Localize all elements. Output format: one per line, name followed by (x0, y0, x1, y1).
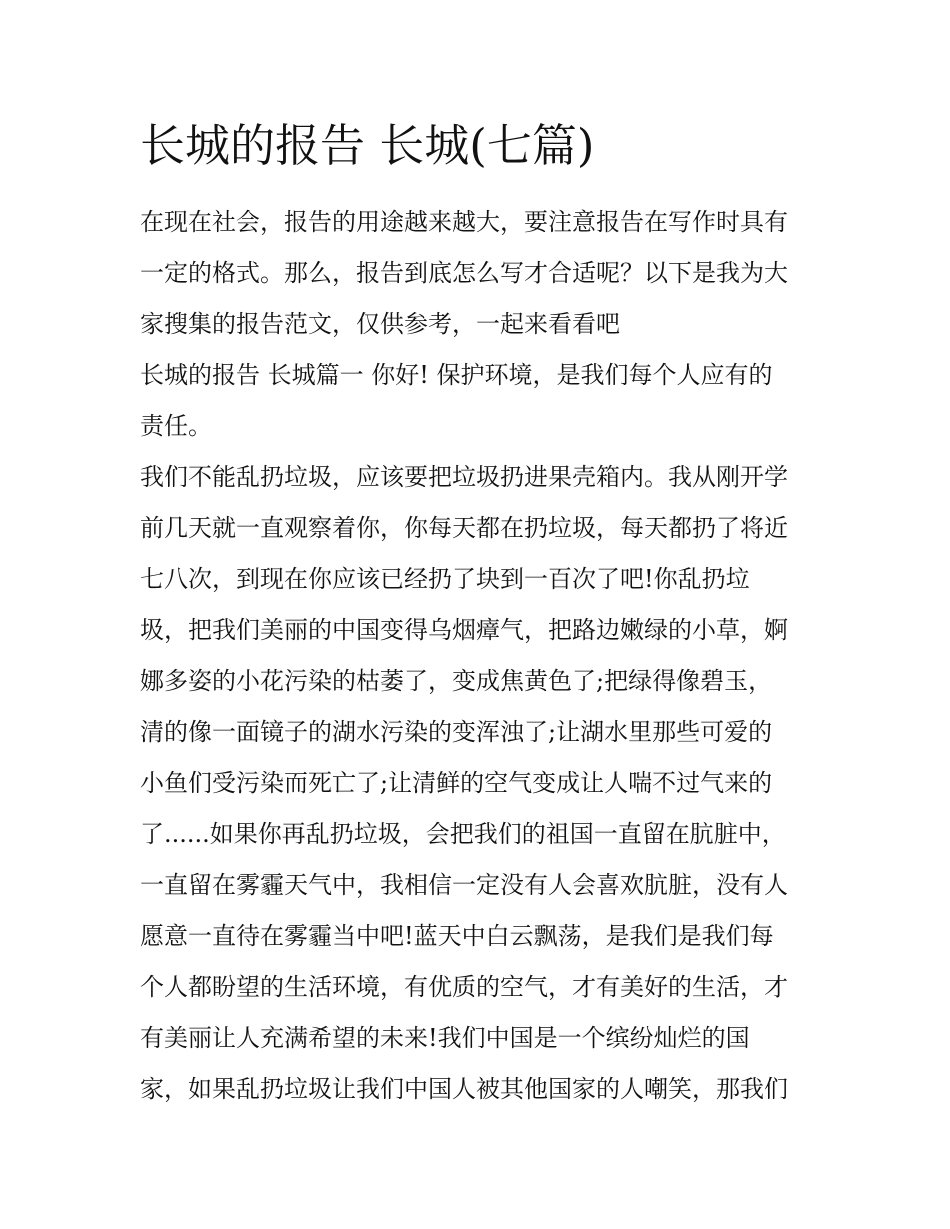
body-line: 娜多姿的小花污染的枯萎了，变成焦黄色了;把绿得像碧玉， (140, 667, 773, 695)
body-line: 了......如果你再乱扔垃圾，会把我们的祖国一直留在肮脏中， (140, 820, 786, 848)
body-line: 家搜集的报告范文，仅供参考，一起来看看吧 (140, 310, 620, 338)
body-line: 七八次，到现在你应该已经扔了块到一百次了吧!你乱扔垃 (140, 565, 750, 593)
body-line: 在现在社会，报告的用途越来越大，要注意报告在写作时具有 (140, 208, 788, 236)
body-line: 我们不能乱扔垃圾，应该要把垃圾扔进果壳箱内。我从刚开学 (140, 463, 788, 491)
document-title: 长城的报告 长城(七篇) (140, 119, 595, 172)
body-line: 愿意一直待在雾霾当中吧!蓝天中白云飘荡，是我们是我们每 (140, 922, 774, 950)
body-line: 清的像一面镜子的湖水污染的变浑浊了;让湖水里那些可爱的 (140, 718, 773, 746)
body-line: 个人都盼望的生活环境，有优质的空气，才有美好的生活，才 (140, 973, 788, 1001)
body-line: 责任。 (140, 412, 212, 440)
body-line: 一直留在雾霾天气中，我相信一定没有人会喜欢肮脏，没有人 (140, 871, 788, 899)
body-line: 长城的报告 长城篇一 你好! 保护环境，是我们每个人应有的 (140, 361, 773, 389)
body-line: 家，如果乱扔垃圾让我们中国人被其他国家的人嘲笑，那我们 (140, 1075, 788, 1103)
body-line: 圾，把我们美丽的中国变得乌烟瘴气，把路边嫩绿的小草，婀 (140, 616, 788, 644)
body-line: 一定的格式。那么，报告到底怎么写才合适呢？以下是我为大 (140, 259, 788, 287)
body-line: 小鱼们受污染而死亡了;让清鲜的空气变成让人喘不过气来的 (140, 769, 773, 797)
body-line: 前几天就一直观察着你，你每天都在扔垃圾，每天都扔了将近 (140, 514, 788, 542)
body-line: 有美丽让人充满希望的未来!我们中国是一个缤纷灿烂的国 (140, 1024, 750, 1052)
